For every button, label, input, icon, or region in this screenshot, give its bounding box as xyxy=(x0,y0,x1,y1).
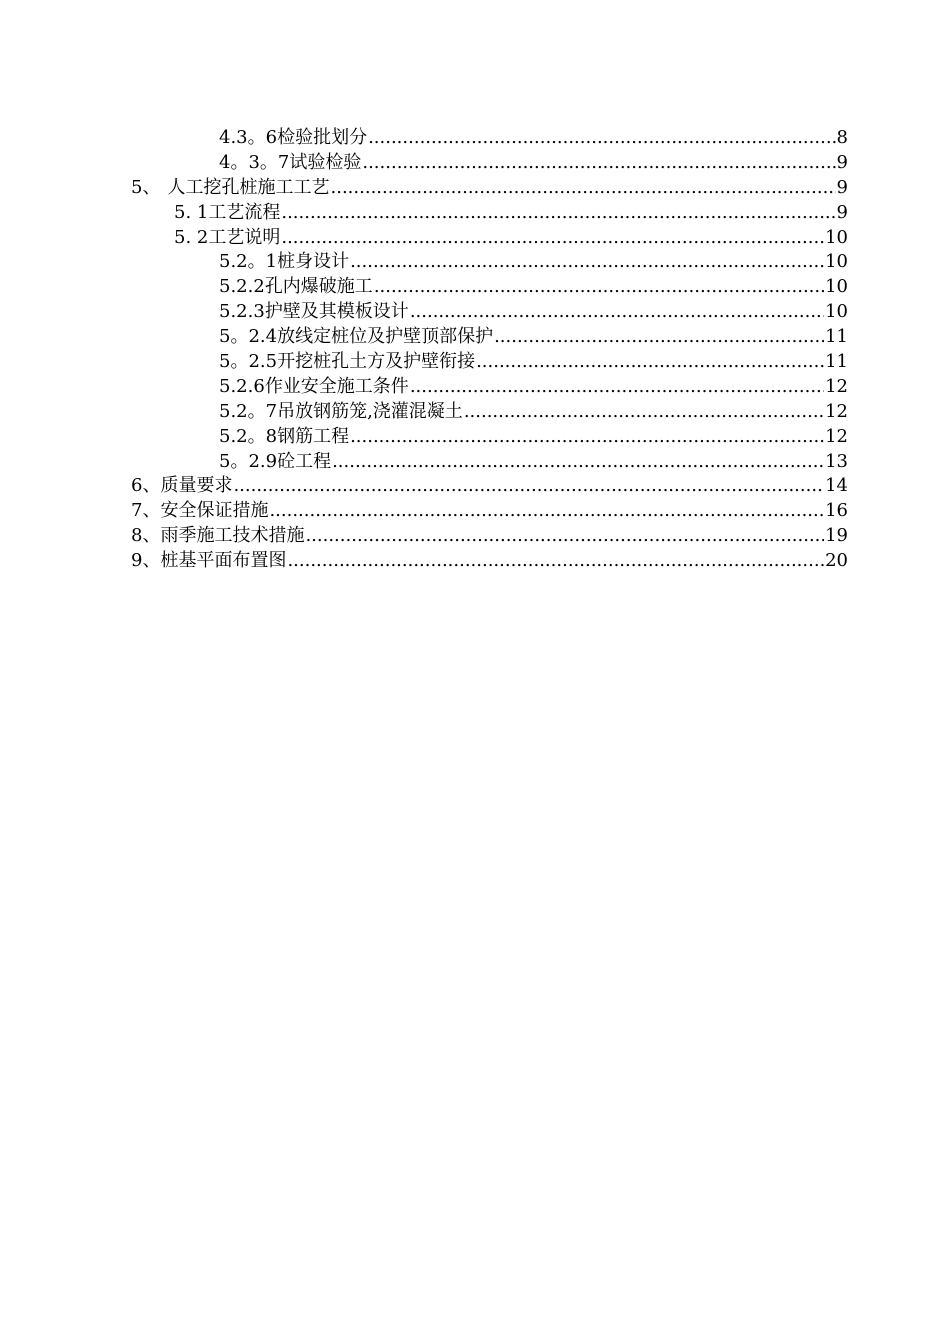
toc-entry[interactable] xyxy=(131,126,848,151)
toc-dot-leader xyxy=(233,474,824,499)
toc-dot-leader xyxy=(476,350,824,375)
toc-entry[interactable] xyxy=(131,549,848,574)
toc-entry-page: 11 xyxy=(825,351,848,373)
toc-entry-number: 8、 xyxy=(131,525,161,547)
toc-entry[interactable] xyxy=(131,201,848,226)
toc-entry-page: 9 xyxy=(836,151,848,173)
toc-entry-number: 5.2.2 xyxy=(219,276,265,298)
toc-entry[interactable] xyxy=(131,499,848,524)
toc-entry-title: 检验批划分 xyxy=(277,127,368,148)
toc-entry-number: 4。3。7 xyxy=(219,151,290,173)
toc-dot-leader xyxy=(332,450,824,475)
toc-entry[interactable] xyxy=(131,400,848,425)
toc-entry[interactable] xyxy=(131,250,848,275)
toc-dot-leader xyxy=(410,300,824,325)
toc-entry-title: 试验检验 xyxy=(289,151,362,173)
toc-entry[interactable] xyxy=(131,176,848,201)
toc-entry-title: 桩身设计 xyxy=(277,251,350,273)
toc-dot-leader xyxy=(269,499,824,524)
toc-dot-leader xyxy=(305,524,824,549)
toc-entry[interactable] xyxy=(131,226,848,251)
toc-entry-number: 5.2。7 xyxy=(219,400,278,422)
toc-entry-title: 开挖桩孔土方及护壁衔接 xyxy=(277,351,476,373)
toc-dot-leader xyxy=(331,176,836,201)
toc-entry[interactable] xyxy=(131,450,848,475)
toc-entry-title: 孔内爆破施工 xyxy=(264,276,373,298)
toc-entry[interactable] xyxy=(131,524,848,549)
toc-entry-number: 5.2.6 xyxy=(219,375,265,397)
toc-entry-title: 作业安全施工条件 xyxy=(264,375,409,397)
toc-entry-number: 5. 1 xyxy=(174,201,209,223)
toc-entry-page: 11 xyxy=(825,326,848,348)
toc-entry-number: 5。2.9 xyxy=(219,450,278,472)
toc-entry-number: 7、 xyxy=(131,500,161,522)
toc-dot-leader xyxy=(368,126,835,151)
toc-entry[interactable] xyxy=(131,425,848,450)
toc-entry-title: 工艺说明 xyxy=(208,226,281,248)
toc-entry-page: 12 xyxy=(825,425,848,447)
toc-entry-page: 12 xyxy=(825,375,848,397)
toc-dot-leader xyxy=(281,201,835,226)
toc-entry-page: 10 xyxy=(825,276,848,298)
toc-entry-number: 5、 xyxy=(131,176,161,198)
toc-dot-leader xyxy=(464,400,824,425)
table-of-contents xyxy=(131,126,848,574)
toc-dot-leader xyxy=(362,151,835,176)
toc-dot-leader xyxy=(350,425,824,450)
toc-entry-page: 13 xyxy=(825,450,848,472)
toc-entry-title: 雨季施工技术措施 xyxy=(160,525,305,547)
toc-dot-leader xyxy=(350,250,824,275)
toc-dot-leader xyxy=(281,226,824,251)
toc-entry[interactable] xyxy=(131,151,848,176)
toc-dot-leader xyxy=(410,375,824,400)
toc-entry-page: 19 xyxy=(825,525,848,547)
toc-entry-page: 8 xyxy=(836,127,848,148)
toc-dot-leader xyxy=(374,275,824,300)
toc-dot-leader xyxy=(494,325,824,350)
toc-entry-number: 5。2.4 xyxy=(219,326,278,348)
toc-entry-title: 桩基平面布置图 xyxy=(160,550,287,572)
toc-entry-number: 5.2。1 xyxy=(219,251,278,273)
toc-entry-number: 6、 xyxy=(131,475,161,497)
toc-entry-page: 10 xyxy=(825,301,848,323)
toc-entry-page: 10 xyxy=(825,251,848,273)
toc-entry-title: 放线定桩位及护壁顶部保护 xyxy=(277,326,494,348)
toc-entry-title: 质量要求 xyxy=(160,475,233,497)
toc-entry-title: 工艺流程 xyxy=(208,201,281,223)
toc-entry-title: 护壁及其模板设计 xyxy=(264,301,409,323)
toc-entry-title: 人工挖孔桩施工工艺 xyxy=(167,176,330,198)
toc-entry[interactable] xyxy=(131,350,848,375)
toc-entry-number: 5.2。8 xyxy=(219,425,278,447)
toc-entry[interactable] xyxy=(131,275,848,300)
toc-entry[interactable] xyxy=(131,474,848,499)
toc-entry[interactable] xyxy=(131,325,848,350)
toc-entry-page: 12 xyxy=(825,400,848,422)
toc-entry[interactable] xyxy=(131,375,848,400)
toc-entry-page: 10 xyxy=(825,226,848,248)
toc-dot-leader xyxy=(287,549,824,574)
toc-entry-page: 14 xyxy=(825,475,848,497)
toc-entry-number: 5. 2 xyxy=(174,226,209,248)
toc-entry-number: 4.3。6 xyxy=(219,127,278,148)
toc-entry-number: 5.2.3 xyxy=(219,301,265,323)
toc-entry-page: 16 xyxy=(825,500,848,522)
toc-entry-page: 20 xyxy=(825,550,848,572)
toc-entry-number: 9、 xyxy=(131,550,161,572)
toc-entry-page: 9 xyxy=(836,201,848,223)
toc-entry-title: 吊放钢筋笼,浇灌混凝土 xyxy=(277,400,463,422)
toc-entry-page: 9 xyxy=(836,176,848,198)
toc-entry-title: 钢筋工程 xyxy=(277,425,350,447)
toc-entry-title: 砼工程 xyxy=(277,450,332,472)
toc-entry-number: 5。2.5 xyxy=(219,351,278,373)
toc-entry-title: 安全保证措施 xyxy=(160,500,269,522)
toc-entry[interactable] xyxy=(131,300,848,325)
